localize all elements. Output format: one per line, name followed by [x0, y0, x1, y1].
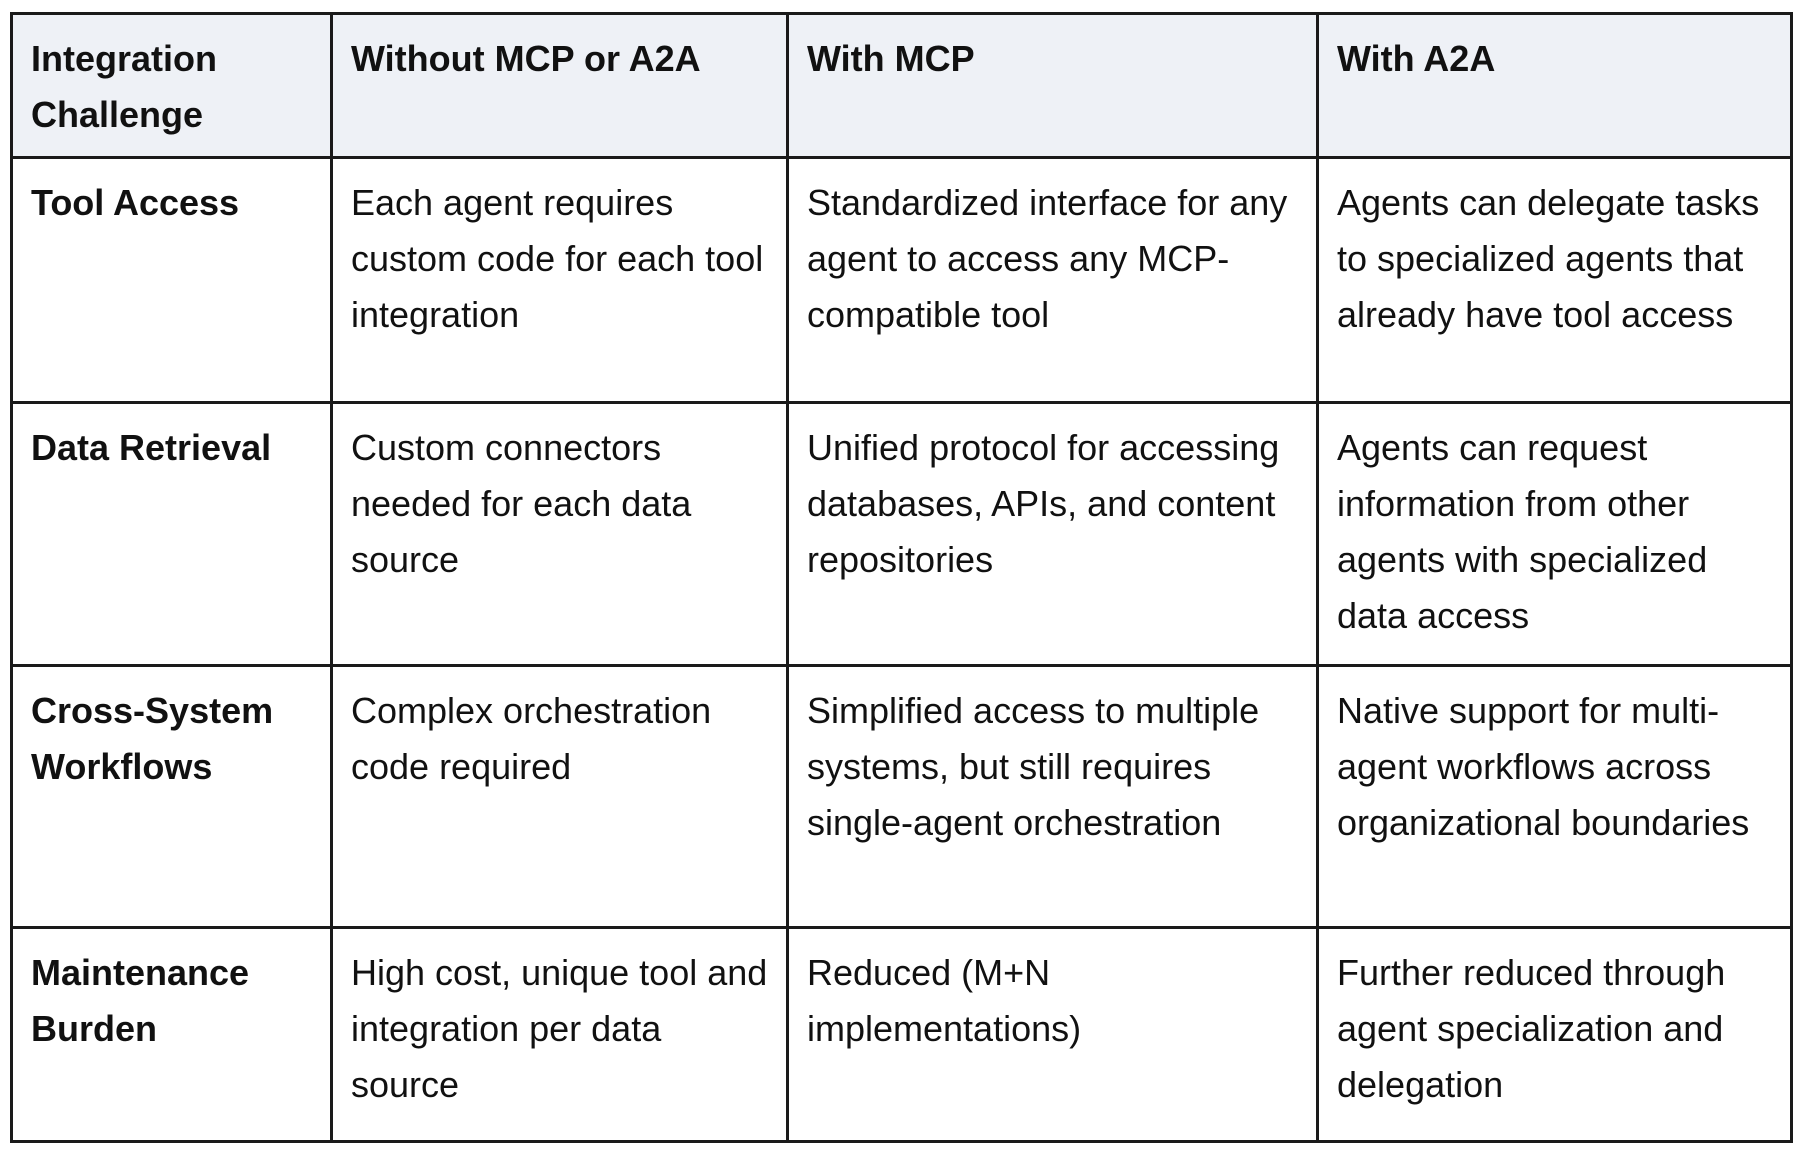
challenge-cell: Cross-System Workflows — [12, 665, 332, 927]
header-without-mcp-or-a2a: Without MCP or A2A — [332, 14, 788, 158]
mcp-cell: Simplified access to multiple systems, but still requires single-agent orchestration — [788, 665, 1318, 927]
table-row — [12, 665, 1792, 927]
table-row — [12, 403, 1792, 665]
a2a-cell: Agents can request information from other agents with specialized data access — [1318, 403, 1792, 665]
without-cell: High cost, unique tool and integration per data source — [332, 928, 788, 1142]
challenge-cell: Data Retrieval — [12, 403, 332, 665]
header-integration-challenge: Integration Challenge — [12, 14, 332, 158]
mcp-cell: Standardized interface for any agent to access any MCP-compatible tool — [788, 158, 1318, 403]
table-row — [12, 928, 1792, 1142]
challenge-cell: Tool Access — [12, 158, 332, 403]
a2a-cell: Native support for multi-agent workflows across organizational boundaries — [1318, 665, 1792, 927]
a2a-cell: Agents can delegate tasks to specialized agents that already have tool access — [1318, 158, 1792, 403]
comparison-table — [10, 12, 1793, 1143]
challenge-cell: Maintenance Burden — [12, 928, 332, 1142]
mcp-cell: Reduced (M+N implementations) — [788, 928, 1318, 1142]
header-row — [12, 14, 1792, 158]
table-row — [12, 158, 1792, 403]
header-with-mcp: With MCP — [788, 14, 1318, 158]
a2a-cell: Further reduced through agent specialization and delegation — [1318, 928, 1792, 1142]
mcp-cell: Unified protocol for accessing databases, APIs, and content repositories — [788, 403, 1318, 665]
header-with-a2a: With A2A — [1318, 14, 1792, 158]
without-cell: Complex orchestration code required — [332, 665, 788, 927]
without-cell: Each agent requires custom code for each tool integration — [332, 158, 788, 403]
without-cell: Custom connectors needed for each data source — [332, 403, 788, 665]
